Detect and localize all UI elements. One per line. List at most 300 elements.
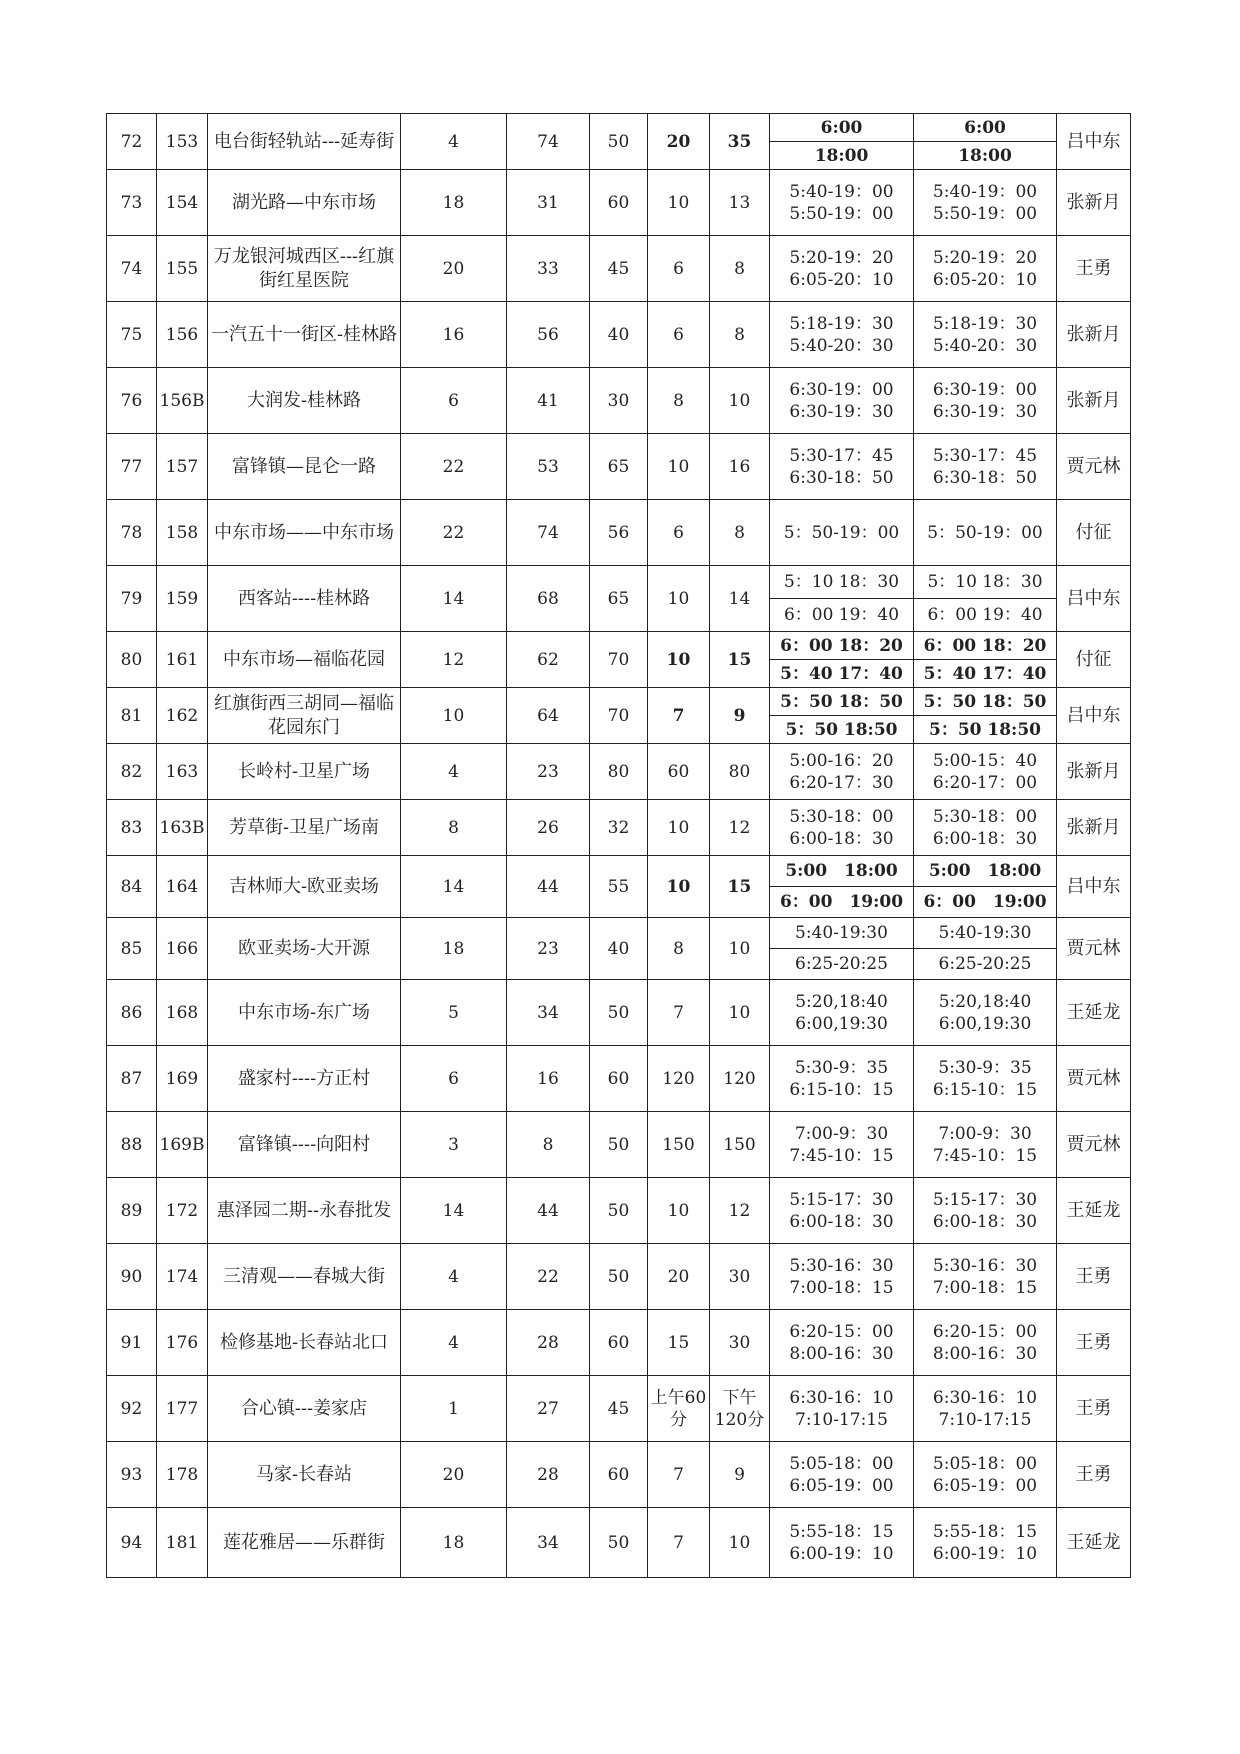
operator-name: 张新月 [1057,170,1131,236]
route-length: 33 [507,236,590,302]
trip-minutes: 45 [590,1376,648,1442]
peak-interval: 6 [648,236,710,302]
table-row [107,368,1131,434]
time-line: 5:40-19:30 [938,923,1032,943]
service-time-a [770,632,914,688]
offpeak-interval: 80 [710,744,770,800]
peak-interval: 60 [648,744,710,800]
route-length: 27 [507,1376,590,1442]
operator-name: 贾元林 [1057,918,1131,980]
table-row [107,566,1131,632]
route-length: 28 [507,1442,590,1508]
table-row [107,1046,1131,1112]
time-line: 5：10 18：30 [927,572,1043,592]
route-length: 23 [507,744,590,800]
time-line: 5:30-17：45 [789,445,894,466]
trip-minutes: 40 [590,302,648,368]
line-number: 172 [157,1178,208,1244]
offpeak-interval: 30 [710,1310,770,1376]
service-time-b [914,980,1057,1046]
table-row [107,980,1131,1046]
peak-interval: 20 [648,1244,710,1310]
row-number: 72 [107,114,157,170]
route-length: 74 [507,114,590,170]
time-line: 5:30-18：00 [789,806,894,827]
trip-minutes: 55 [590,856,648,918]
time-line: 7:45-10：15 [789,1145,894,1166]
time-line: 5：50 18:50 [914,715,1056,743]
table-row [107,302,1131,368]
line-number: 159 [157,566,208,632]
time-line: 5:50-19：00 [932,203,1038,224]
time-line: 5：50-19：00 [927,522,1043,543]
service-time-a [770,566,914,632]
offpeak-interval: 120 [710,1046,770,1112]
time-line: 5:30-17：45 [932,445,1038,466]
time-line: 6：00 19：40 [770,598,913,631]
route-name: 西客站----桂林路 [208,566,401,632]
time-line: 6:20-15：00 [789,1321,894,1342]
time-line: 5:40-19:30 [795,923,888,943]
service-time-b [914,632,1057,688]
line-number: 169B [157,1112,208,1178]
offpeak-interval: 30 [710,1244,770,1310]
time-line: 7:00-9：30 [938,1123,1032,1144]
line-number: 156 [157,302,208,368]
offpeak-interval: 12 [710,800,770,856]
service-time-b [914,1112,1057,1178]
time-line: 6:25-20:25 [770,948,913,979]
trip-minutes: 50 [590,1112,648,1178]
vehicle-count: 14 [401,566,507,632]
offpeak-interval: 35 [710,114,770,170]
table-row [107,114,1131,170]
vehicle-count: 1 [401,1376,507,1442]
peak-interval: 10 [648,434,710,500]
bus-schedule-table [106,113,1131,1578]
time-line: 5:05-18：00 [789,1453,894,1474]
row-number: 83 [107,800,157,856]
route-length: 41 [507,368,590,434]
vehicle-count: 10 [401,688,507,744]
time-line: 6:00,19:30 [938,1013,1032,1034]
route-name: 检修基地-长春站北口 [208,1310,401,1376]
line-number: 163 [157,744,208,800]
operator-name: 张新月 [1057,368,1131,434]
route-length: 44 [507,856,590,918]
time-line: 5:00 18:00 [785,861,898,881]
time-line: 5:18-19：30 [789,313,894,334]
service-time-b [914,170,1057,236]
time-line: 5:15-17：30 [789,1189,894,1210]
route-name: 富锋镇----向阳村 [208,1112,401,1178]
table-row [107,500,1131,566]
service-time-b [914,566,1057,632]
offpeak-interval: 15 [710,856,770,918]
time-line: 5：40 17：40 [770,659,913,687]
vehicle-count: 3 [401,1112,507,1178]
service-time-b [914,302,1057,368]
trip-minutes: 56 [590,500,648,566]
service-time-a [770,800,914,856]
line-number: 177 [157,1376,208,1442]
time-line: 5:00-15：40 [932,750,1038,771]
service-time-a [770,368,914,434]
vehicle-count: 14 [401,1178,507,1244]
operator-name: 吕中东 [1057,688,1131,744]
time-line: 7:00-9：30 [794,1123,889,1144]
table-row [107,856,1131,918]
vehicle-count: 6 [401,1046,507,1112]
service-time-b [914,800,1057,856]
vehicle-count: 14 [401,856,507,918]
row-number: 88 [107,1112,157,1178]
operator-name: 贾元林 [1057,434,1131,500]
row-number: 84 [107,856,157,918]
route-length: 44 [507,1178,590,1244]
time-line: 8:00-16：30 [789,1343,894,1364]
line-number: 158 [157,500,208,566]
time-line: 5:40-19：00 [789,181,894,202]
line-number: 162 [157,688,208,744]
peak-interval: 10 [648,856,710,918]
time-line: 6:05-20：10 [932,269,1038,290]
route-length: 31 [507,170,590,236]
route-name: 莲花雅居——乐群街 [208,1508,401,1578]
trip-minutes: 60 [590,1442,648,1508]
line-number: 166 [157,918,208,980]
row-number: 86 [107,980,157,1046]
time-line: 6:15-10：15 [789,1079,894,1100]
offpeak-interval: 150 [710,1112,770,1178]
peak-interval: 7 [648,1442,710,1508]
service-time-a [770,744,914,800]
operator-name: 张新月 [1057,302,1131,368]
table-row [107,918,1131,980]
vehicle-count: 8 [401,800,507,856]
peak-interval: 7 [648,980,710,1046]
service-time-a [770,114,914,170]
table-row [107,236,1131,302]
route-length: 56 [507,302,590,368]
row-number: 80 [107,632,157,688]
service-time-a [770,688,914,744]
table-row [107,1178,1131,1244]
trip-minutes: 50 [590,1508,648,1578]
offpeak-interval: 10 [710,368,770,434]
peak-interval: 10 [648,1178,710,1244]
operator-name: 贾元林 [1057,1112,1131,1178]
time-line: 6:30-16：10 [789,1387,894,1408]
route-name: 中东市场-东广场 [208,980,401,1046]
route-length: 26 [507,800,590,856]
table-row [107,1376,1131,1442]
row-number: 89 [107,1178,157,1244]
offpeak-interval: 9 [710,1442,770,1508]
service-time-b [914,744,1057,800]
time-line: 5:40-20：30 [932,335,1038,356]
offpeak-interval: 8 [710,236,770,302]
time-line: 5:20-19：20 [932,247,1038,268]
route-length: 22 [507,1244,590,1310]
time-line: 6:30-19：30 [932,401,1038,422]
operator-name: 王延龙 [1057,1178,1131,1244]
time-line: 6:05-20：10 [789,269,894,290]
time-line: 6:30-18：50 [932,467,1038,488]
route-name: 马家-长春站 [208,1442,401,1508]
operator-name: 吕中东 [1057,856,1131,918]
trip-minutes: 70 [590,688,648,744]
offpeak-interval: 15 [710,632,770,688]
operator-name: 付征 [1057,632,1131,688]
route-name: 红旗街西三胡同—福临花园东门 [208,688,401,744]
route-name: 富锋镇—昆仑一路 [208,434,401,500]
operator-name: 付征 [1057,500,1131,566]
offpeak-interval: 8 [710,302,770,368]
service-time-b [914,236,1057,302]
time-line: 5：50-19：00 [783,522,900,543]
line-number: 174 [157,1244,208,1310]
operator-name: 王勇 [1057,1244,1131,1310]
time-line: 18:00 [914,141,1056,169]
time-line: 6:00-18：30 [789,828,894,849]
service-time-b [914,368,1057,434]
trip-minutes: 60 [590,1310,648,1376]
service-time-a [770,1508,914,1578]
time-line: 5：50 18:50 [770,715,913,743]
service-time-a [770,1046,914,1112]
route-length: 64 [507,688,590,744]
trip-minutes: 50 [590,1178,648,1244]
line-number: 178 [157,1442,208,1508]
peak-interval: 10 [648,632,710,688]
route-length: 53 [507,434,590,500]
time-line: 5:30-18：00 [932,806,1038,827]
offpeak-interval: 10 [710,918,770,980]
time-line: 6：00 19:00 [914,886,1056,917]
route-length: 8 [507,1112,590,1178]
time-line: 18:00 [770,141,913,169]
vehicle-count: 4 [401,744,507,800]
line-number: 155 [157,236,208,302]
route-name: 中东市场——中东市场 [208,500,401,566]
time-line: 5:30-16：30 [932,1255,1038,1276]
vehicle-count: 18 [401,918,507,980]
line-number: 154 [157,170,208,236]
trip-minutes: 65 [590,566,648,632]
table-row [107,800,1131,856]
vehicle-count: 20 [401,1442,507,1508]
row-number: 79 [107,566,157,632]
service-time-b [914,918,1057,980]
service-time-a [770,1442,914,1508]
time-line: 5:50-19：00 [789,203,894,224]
time-line: 6:30-18：50 [789,467,894,488]
vehicle-count: 4 [401,1310,507,1376]
row-number: 77 [107,434,157,500]
route-name: 长岭村-卫星广场 [208,744,401,800]
time-line: 5:40-20：30 [789,335,894,356]
service-time-b [914,1376,1057,1442]
offpeak-interval: 9 [710,688,770,744]
time-line: 5:00 18:00 [928,861,1042,881]
time-line: 7:10-17:15 [795,1409,888,1430]
service-time-b [914,114,1057,170]
peak-interval: 150 [648,1112,710,1178]
route-name: 三清观——春城大街 [208,1244,401,1310]
line-number: 156B [157,368,208,434]
row-number: 85 [107,918,157,980]
peak-interval: 10 [648,566,710,632]
time-line: 7:00-18：15 [932,1277,1038,1298]
route-length: 28 [507,1310,590,1376]
time-line: 5：50 18：50 [923,691,1047,712]
route-length: 34 [507,1508,590,1578]
time-line: 5:05-18：00 [932,1453,1038,1474]
offpeak-interval: 12 [710,1178,770,1244]
trip-minutes: 60 [590,170,648,236]
peak-interval: 7 [648,688,710,744]
row-number: 94 [107,1508,157,1578]
route-name: 欧亚卖场-大开源 [208,918,401,980]
service-time-a [770,856,914,918]
service-time-b [914,1244,1057,1310]
vehicle-count: 18 [401,1508,507,1578]
route-length: 68 [507,566,590,632]
time-line: 5:15-17：30 [932,1189,1038,1210]
time-line: 8:00-16：30 [932,1343,1038,1364]
row-number: 74 [107,236,157,302]
service-time-a [770,918,914,980]
peak-interval: 上午60分 [648,1376,710,1442]
operator-name: 王勇 [1057,1376,1131,1442]
route-length: 34 [507,980,590,1046]
row-number: 81 [107,688,157,744]
service-time-a [770,1244,914,1310]
trip-minutes: 45 [590,236,648,302]
vehicle-count: 16 [401,302,507,368]
time-line: 5:20-19：20 [789,247,894,268]
line-number: 153 [157,114,208,170]
trip-minutes: 30 [590,368,648,434]
trip-minutes: 80 [590,744,648,800]
operator-name: 王勇 [1057,1442,1131,1508]
time-line: 6:30-16：10 [932,1387,1038,1408]
line-number: 164 [157,856,208,918]
vehicle-count: 6 [401,368,507,434]
route-length: 62 [507,632,590,688]
table-row [107,170,1131,236]
route-name: 芳草街-卫星广场南 [208,800,401,856]
route-name: 万龙银河城西区---红旗街红星医院 [208,236,401,302]
line-number: 169 [157,1046,208,1112]
offpeak-interval: 8 [710,500,770,566]
peak-interval: 6 [648,500,710,566]
route-length: 23 [507,918,590,980]
route-name: 中东市场—福临花园 [208,632,401,688]
trip-minutes: 50 [590,1244,648,1310]
table-row [107,1310,1131,1376]
vehicle-count: 12 [401,632,507,688]
time-line: 6:00-19：10 [932,1543,1038,1564]
time-line: 7:00-18：15 [789,1277,894,1298]
time-line: 6:20-15：00 [932,1321,1038,1342]
route-name: 吉林师大-欧亚卖场 [208,856,401,918]
time-line: 5:40-19：00 [932,181,1038,202]
peak-interval: 20 [648,114,710,170]
service-time-b [914,1178,1057,1244]
offpeak-interval: 下午120分 [710,1376,770,1442]
row-number: 78 [107,500,157,566]
operator-name: 贾元林 [1057,1046,1131,1112]
service-time-b [914,1310,1057,1376]
time-line: 6:00,19:30 [795,1013,888,1034]
time-line: 5：40 17：40 [914,659,1056,687]
operator-name: 王延龙 [1057,1508,1131,1578]
time-line: 5：10 18：30 [783,572,900,592]
line-number: 168 [157,980,208,1046]
peak-interval: 8 [648,918,710,980]
route-length: 74 [507,500,590,566]
row-number: 76 [107,368,157,434]
table-row [107,1244,1131,1310]
time-line: 5:55-18：15 [789,1521,894,1542]
time-line: 6:30-19：00 [789,379,894,400]
service-time-b [914,688,1057,744]
offpeak-interval: 14 [710,566,770,632]
route-name: 一汽五十一街区-桂林路 [208,302,401,368]
operator-name: 张新月 [1057,800,1131,856]
service-time-b [914,434,1057,500]
time-line: 6:00-18：30 [932,828,1038,849]
service-time-a [770,302,914,368]
peak-interval: 8 [648,368,710,434]
service-time-b [914,1508,1057,1578]
vehicle-count: 18 [401,170,507,236]
vehicle-count: 22 [401,500,507,566]
service-time-a [770,1376,914,1442]
time-line: 5:20,18:40 [938,991,1032,1012]
time-line: 5:00-16：20 [789,750,894,771]
line-number: 181 [157,1508,208,1578]
service-time-a [770,980,914,1046]
trip-minutes: 40 [590,918,648,980]
trip-minutes: 50 [590,114,648,170]
peak-interval: 6 [648,302,710,368]
table-body [107,114,1131,1578]
trip-minutes: 50 [590,980,648,1046]
trip-minutes: 65 [590,434,648,500]
table-row [107,1442,1131,1508]
offpeak-interval: 10 [710,1508,770,1578]
time-line: 6：00 19:00 [770,886,913,917]
route-name: 湖光路—中东市场 [208,170,401,236]
peak-interval: 10 [648,800,710,856]
table-row [107,632,1131,688]
offpeak-interval: 13 [710,170,770,236]
row-number: 82 [107,744,157,800]
table-row [107,688,1131,744]
vehicle-count: 4 [401,114,507,170]
row-number: 91 [107,1310,157,1376]
time-line: 5:30-9：35 [938,1057,1032,1078]
time-line: 5:30-16：30 [789,1255,894,1276]
peak-interval: 7 [648,1508,710,1578]
time-line: 6:30-19：30 [789,401,894,422]
line-number: 157 [157,434,208,500]
service-time-b [914,856,1057,918]
line-number: 176 [157,1310,208,1376]
